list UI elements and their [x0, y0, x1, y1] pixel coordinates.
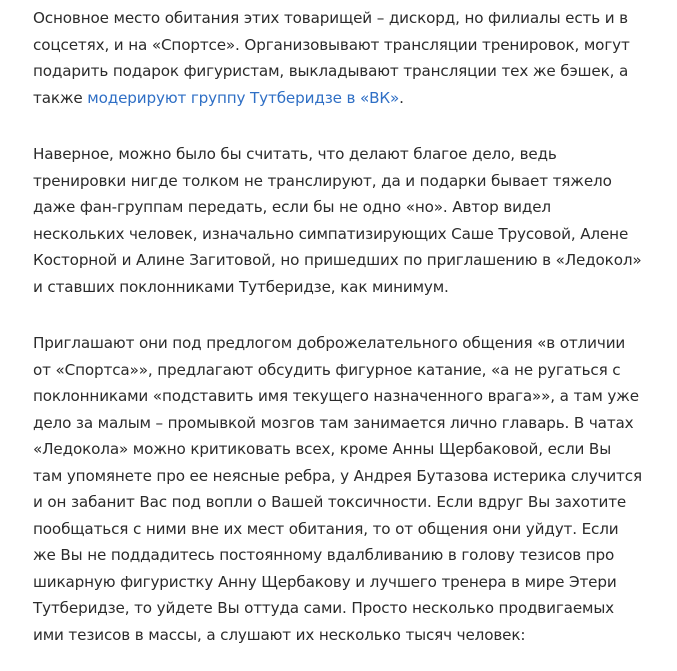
paragraph-1	[33, 5, 643, 111]
vk-group-link[interactable]: модерируют группу Тутберидзе в «ВК»	[87, 88, 400, 107]
paragraph-1-end: .	[399, 88, 404, 107]
paragraph-1-text: Основное место обитания этих товарищей – дискорд, но филиалы есть и в соцсетях, и на «Спортсе». Организовывают трансляции тренировок, могут подарить подарок фигуристам, выкладывают трансляции тех же бэшек, а также	[33, 9, 630, 107]
paragraph-3: Приглашают они под предлогом доброжелательного общения «в отличии от «Спортса»», предлагают обсудить фигурное катание, «а не ругаться с поклонниками «подставить имя текущего назначенного врага»», а там уже дело за малым – промывкой мозгов там занимается лично главарь. В чатах «Ледокола» можно критиковать всех, кроме Анны Щербаковой, если Вы там упомянете про ее неясные ребра, у Андрея Бутазова истерика случится и он забанит Вас под вопли о Вашей токсичности. Если вдруг Вы захотите пообщаться с ними вне их мест обитания, то от общения они уйдут. Если же Вы не поддадитесь постоянному вдалбливанию в голову тезисов про шикарную фигуристку Анну Щербакову и лучшего тренера в мире Этери Тутберидзе, то уйдете Вы оттуда сами. Просто несколько продвигаемых ими тезисов в массы, а слушают их несколько тысяч человек:	[33, 334, 642, 644]
paragraph-2: Наверное, можно было бы считать, что делают благое дело, ведь тренировки нигде толком не транслируют, да и подарки бывает тяжело даже фан-группам передать, если бы не одно «но». Автор видел нескольких человек, изначально симпатизирующих Саше Трусовой, Алене Косторной и Алине Загитовой, но пришедших по приглашению в «Ледокол» и ставших поклонниками Тутберидзе, как минимум.	[33, 145, 642, 296]
